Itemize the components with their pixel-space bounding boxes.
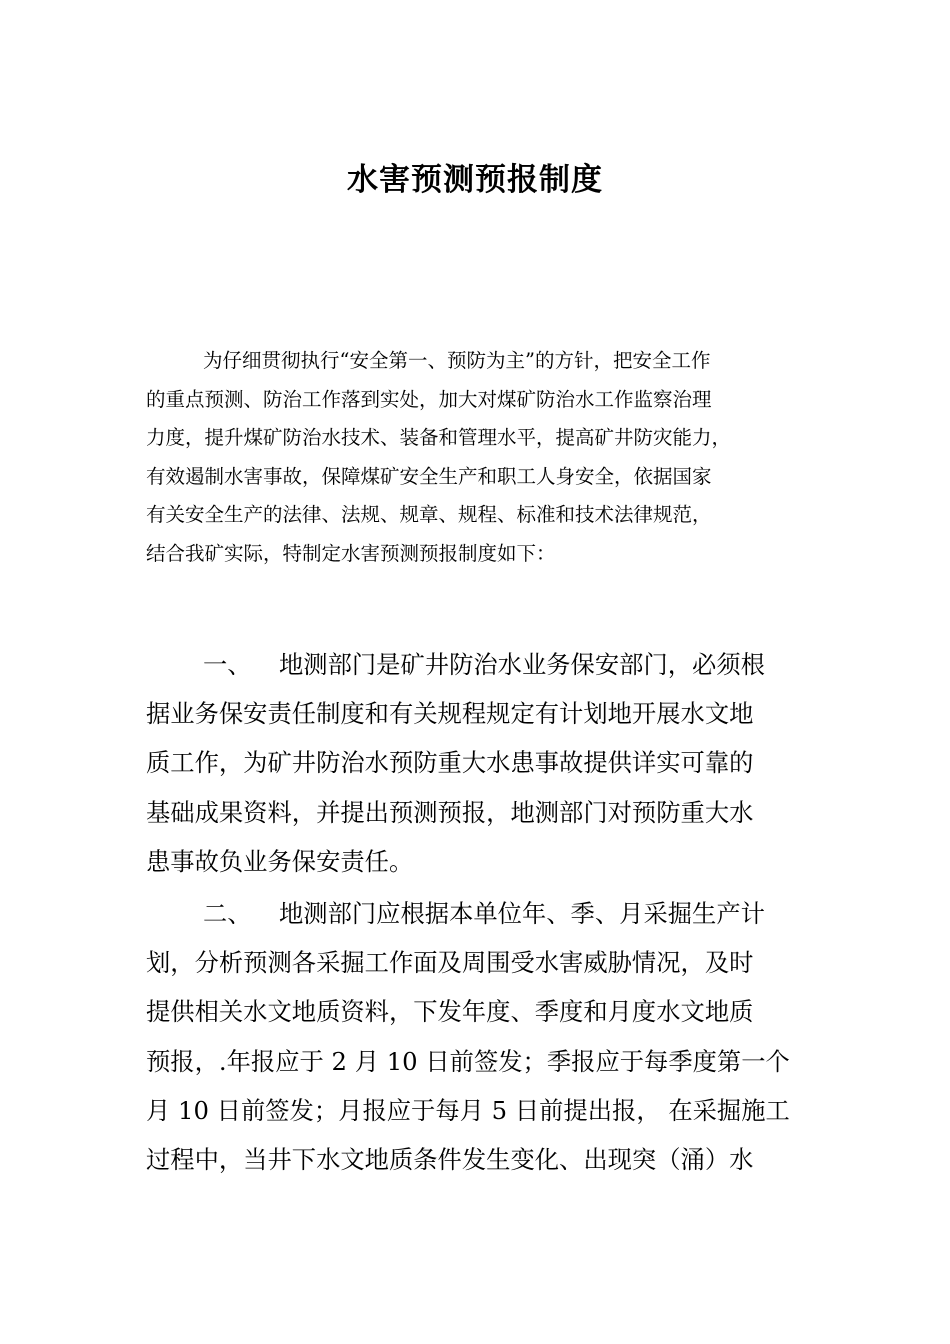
section-line: 划，分析预测各采掘工作面及周围受水害威胁情况，及时	[146, 948, 754, 978]
intro-paragraph	[146, 342, 816, 574]
section-line: 据业务保安责任制度和有关规程规定有计划地开展水文地	[146, 699, 754, 729]
section-one	[146, 640, 816, 886]
section-text: 地测部门应根据本单位年、季、月采掘生产计	[279, 899, 765, 928]
intro-line: 结合我矿实际，特制定水害预测预报制度如下：	[146, 541, 556, 565]
section-line	[146, 640, 816, 689]
section-line: 预报，.年报应于 2 月 10 日前签发；季报应于每季度第一个	[146, 1046, 790, 1076]
section-two	[146, 889, 816, 1184]
section-number: 二、	[203, 899, 252, 928]
section-text: 地测部门是矿井防治水业务保安部门，必须根	[279, 650, 765, 679]
section-line: 月 10 日前签发；月报应于每月 5 日前提出报， 在采掘施工	[146, 1095, 790, 1125]
section-line	[146, 889, 816, 938]
intro-line: 有效遏制水害事故，保障煤矿安全生产和职工人身安全，依据国家	[146, 464, 712, 488]
section-line: 质工作，为矿井防治水预防重大水患事故提供详实可靠的	[146, 748, 754, 778]
section-line: 提供相关水文地质资料，下发年度、季度和月度水文地质	[146, 997, 754, 1027]
intro-line: 的重点预测、防治工作落到实处，加大对煤矿防治水工作监察治理	[146, 387, 712, 411]
section-line: 患事故负业务保安责任。	[146, 846, 414, 876]
section-line: 基础成果资料，并提出预测预报，地测部门对预防重大水	[146, 797, 754, 827]
document-title: 水害预测预报制度	[347, 162, 603, 198]
section-line: 过程中，当井下水文地质条件发生变化、出现突（涌）水	[146, 1145, 754, 1175]
intro-line: 有关安全生产的法律、法规、规章、规程、标准和技术法律规范，	[146, 503, 712, 527]
section-number: 一、	[203, 650, 252, 679]
intro-line: 力度，提升煤矿防治水技术、装备和管理水平，提高矿井防灾能力，	[146, 426, 732, 450]
intro-line: 为仔细贯彻执行“安全第一、预防为主”的方针，把安全工作	[203, 349, 711, 372]
